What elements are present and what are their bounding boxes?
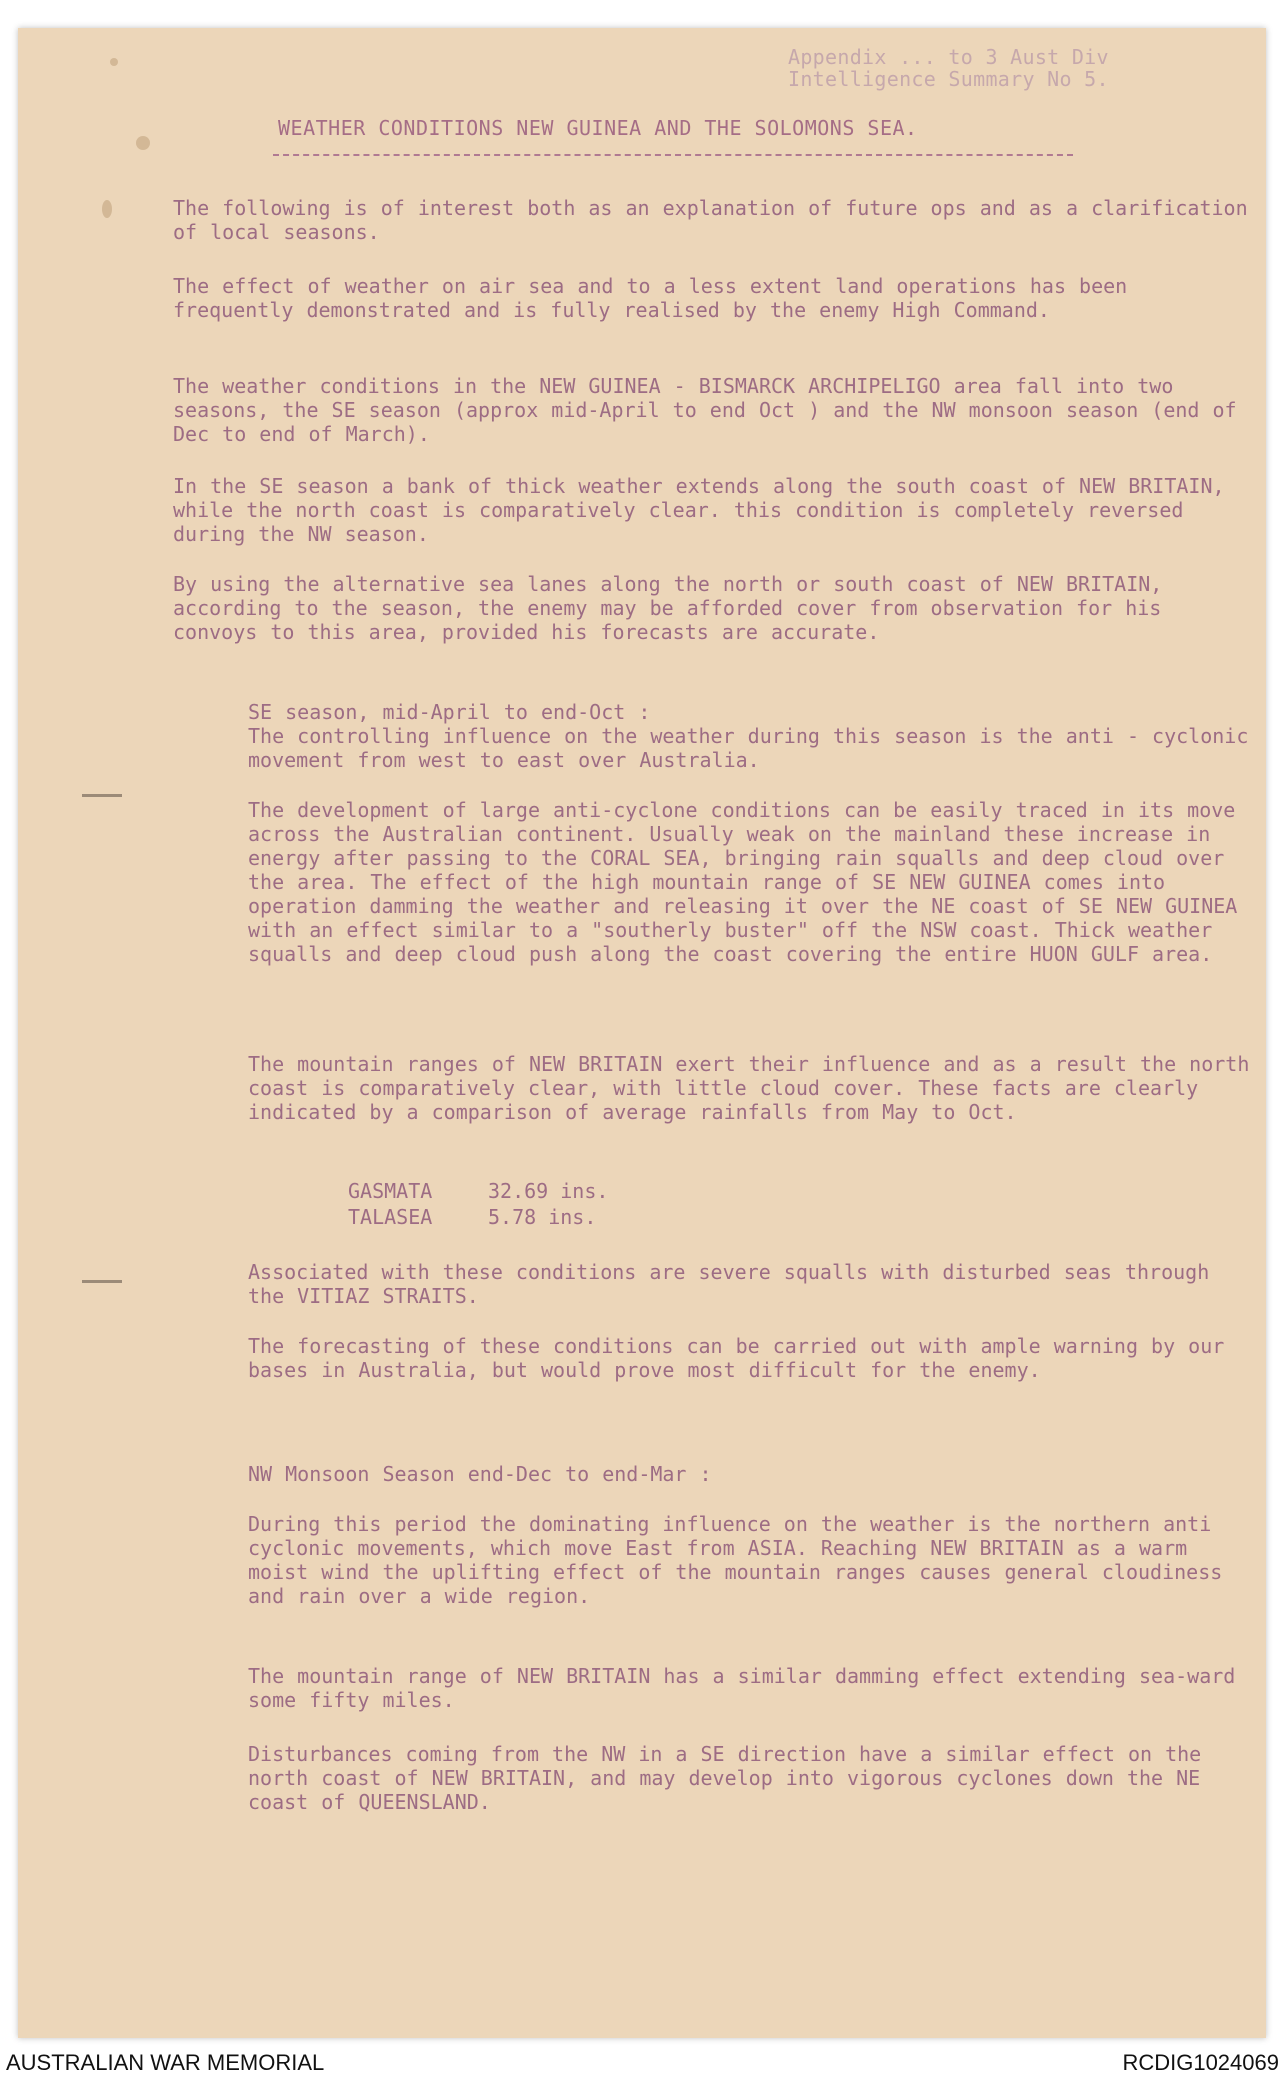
- paragraph: The forecasting of these conditions can be carried out with ample warning by our bases in Australia, but would prove most difficult for the enemy.: [248, 1334, 1225, 1382]
- document-page: [18, 28, 1266, 2038]
- paragraph: The mountain ranges of NEW BRITAIN exert their influence and as a result the north coast is comparatively clear, with little cloud cover. These facts are clearly indicated by a comparison of average rainfalls from May to Oct.: [248, 1052, 1250, 1124]
- rainfall-value: 5.78 ins.: [488, 1205, 597, 1229]
- punch-hole: [136, 136, 150, 150]
- staple-mark: [82, 794, 122, 797]
- paragraph: Associated with these conditions are severe squalls with disturbed seas through the VITIAZ STRAITS.: [248, 1260, 1210, 1308]
- paragraph: The effect of weather on air sea and to a less extent land operations has been frequently demonstrated and is fully realised by the enemy High Command.: [173, 274, 1128, 322]
- rainfall-row: [348, 1178, 608, 1204]
- rainfall-value: 32.69 ins.: [488, 1179, 609, 1203]
- paragraph: By using the alternative sea lanes along the north or south coast of NEW BRITAIN, according to the season, the enemy may be afforded cover from observation for his convoys to this area, provided his forecasts are accurate.: [173, 572, 1163, 644]
- header-stamp: [788, 46, 1109, 90]
- paragraph: During this period the dominating influence on the weather is the northern anti cyclonic movements, which move East from ASIA. Reaching NEW BRITAIN as a warm moist wind the uplifting effect of the mountain ranges causes general cloudiness and rain over a wide region.: [248, 1512, 1223, 1608]
- punch-hole: [102, 200, 112, 218]
- paragraph: The weather conditions in the NEW GUINEA - BISMARCK ARCHIPELIGO area fall into two seasons, the SE season (approx mid-April to end Oct ) and the NW monsoon season (end of Dec to end of March).: [173, 374, 1237, 446]
- rainfall-place: TALASEA: [348, 1205, 433, 1229]
- staple-mark: [82, 1280, 122, 1283]
- paragraph: Disturbances coming from the NW in a SE direction have a similar effect on the north coast of NEW BRITAIN, and may develop into vigorous cyclones down the NE coast of QUEENSLAND.: [248, 1742, 1202, 1814]
- archive-credit: AUSTRALIAN WAR MEMORIAL: [6, 2050, 325, 2075]
- paragraph: In the SE season a bank of thick weather extends along the south coast of NEW BRITAIN, while the north coast is comparatively clear. this condition is completely reversed during the NW season.: [173, 474, 1225, 546]
- paragraph: The following is of interest both as an explanation of future ops and as a clarification of local seasons.: [173, 196, 1248, 244]
- archive-reference: RCDIG1024069: [1122, 2050, 1279, 2075]
- se-season-lead: The controlling influence on the weather during this season is the anti - cyclonic movement from west to east over Australia.: [248, 724, 1249, 772]
- punch-hole: [110, 58, 118, 66]
- document-title: WEATHER CONDITIONS NEW GUINEA AND THE SOLOMONS SEA.: [278, 116, 918, 140]
- nw-season-heading: NW Monsoon Season end-Dec to end-Mar :: [248, 1462, 712, 1486]
- se-season-heading: SE season, mid-April to end-Oct :: [248, 700, 651, 724]
- paragraph: The mountain range of NEW BRITAIN has a similar damming effect extending sea-ward some fifty miles.: [248, 1664, 1236, 1712]
- rainfall-row: [348, 1204, 596, 1230]
- paragraph: The development of large anti-cyclone conditions can be easily traced in its move across the Australian continent. Usually weak on the mainland these increase in energy after passing to the CORAL SEA, bringing rain squalls and deep cloud over the area. The effect of the high mountain range of SE NEW GUINEA comes into operation damming the weather and releasing it over the NE coast of SE NEW GUINEA with an effect similar to a "southerly buster" off the NSW coast. Thick weather squalls and deep cloud push along the coast covering the entire HUON GULF area.: [248, 798, 1238, 966]
- title-underline: [273, 154, 1073, 156]
- header-stamp-line: Intelligence Summary No 5.: [788, 67, 1109, 91]
- rainfall-place: GASMATA: [348, 1179, 433, 1203]
- header-stamp-line: Appendix ... to 3 Aust Div: [788, 45, 1109, 69]
